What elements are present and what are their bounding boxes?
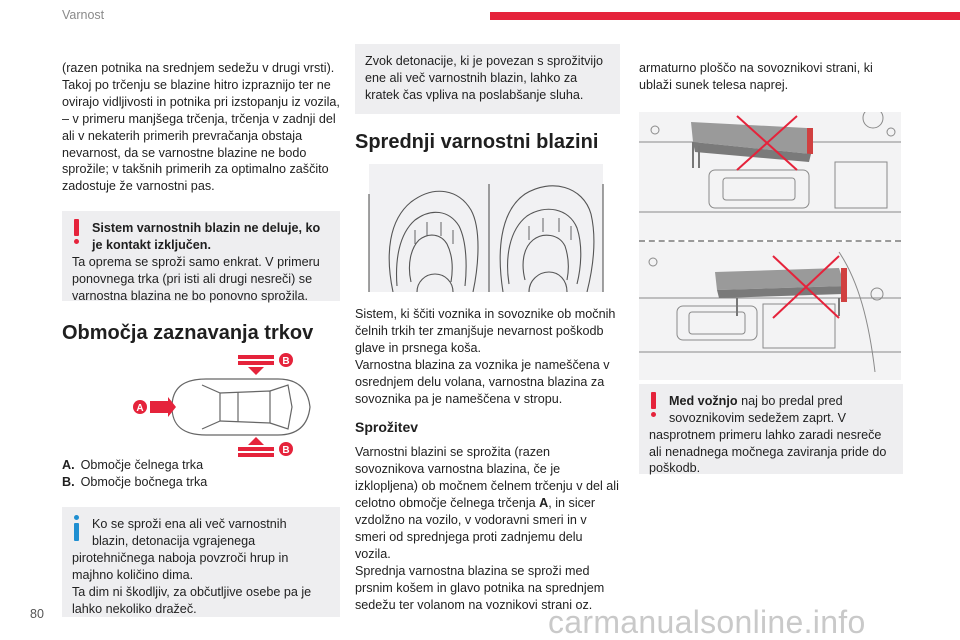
side-impact-arrow-bottom	[238, 437, 274, 457]
glovebox-open-figure-upper	[639, 112, 901, 240]
section-title-detection-zones: Območja zaznavanja trkov	[62, 322, 314, 345]
info-text: pirotehničnega naboja povzroči hrup in majhno količino dima. Ta dim ni škodljiv, za občutljive osebe pa je lahko nekoliko dražeč.	[72, 550, 312, 616]
zone-a-reference: A	[539, 496, 549, 511]
glovebox-warning-line-2: sovoznikovim sedežem zaprt. V	[669, 410, 847, 425]
car-top-view-icon	[172, 379, 310, 435]
warning-bold-text: Sistem varnostnih blazin ne deluje, ko je kontakt izključen.	[92, 221, 321, 253]
sound-note-text: Zvok detonacije, ki je povezan s sprožitvijo ene ali več varnostnih blazin, lahko za kratek čas vpliva na poslabšanje sluha.	[365, 54, 603, 102]
deployment-text-start: Varnostni blazini se sprožita (razen sovoznikova varnostna blazina, če je izklopljena) ob močnem čelnem trčenju v del ali celotno območje čelnega trčenja	[355, 445, 619, 511]
info-line-2: blazin, detonacija vgrajenega	[92, 533, 256, 548]
zone-b-bottom-label: B	[282, 445, 290, 457]
legend	[62, 457, 340, 491]
legend-key: B.	[62, 475, 75, 490]
info-note	[62, 507, 340, 617]
subsection-title-deployment: Sprožitev	[355, 419, 419, 436]
glovebox-warning-note	[639, 384, 903, 474]
column-left	[62, 60, 340, 617]
header-title: Varnost	[62, 8, 105, 22]
continuation-paragraph: armaturno ploščo na sovoznikovi strani, ki ublaži sunek telesa naprej.	[639, 61, 873, 92]
collision-zones-figure	[120, 353, 320, 457]
section-title-front-airbags: Sprednji varnostni blazini	[355, 131, 599, 153]
deployment-text-end: , in sicer vzdolžno na vozilo, v vodoravni smeri in v smeri od sprednjega proti zadnjemu delu vozila. Sprednja varnostna blazina se sproži med prsnim košem in glavo potnika na sprednjem sedežu ter volanom na voznikovi strani oz.	[355, 496, 605, 612]
legend-text: Območje čelnega trka	[80, 458, 204, 473]
legend-item	[62, 457, 340, 474]
glovebox-open-figure-lower	[639, 242, 901, 380]
zone-b-top-label: B	[282, 356, 290, 368]
warning-icon	[72, 219, 82, 245]
watermark: carmanualsonline.info	[548, 604, 866, 640]
front-airbags-paragraph: Sistem, ki ščiti voznika in sovoznike ob močnih čelnih trkih ter zmanjšuje nevarnost poškodb glave in prsnega koša. Varnostna blazina za voznika je nameščena v osrednjem delu volana, varnostna blazina za sovoznika pa je nameščena v stropu.	[355, 307, 616, 406]
warning-text: Ta oprema se sproži samo enkrat. V primeru ponovnega trka (pri isti ali drugi nesreči) se varnostna blazina ne bo ponovno sprožila.	[72, 255, 320, 303]
front-airbags-figure	[355, 164, 617, 292]
glovebox-warning-text-a: naj bo predal pred	[737, 393, 843, 408]
glovebox-warning-line-1	[649, 393, 893, 410]
glovebox-warning-bold: Med vožnjo	[669, 393, 738, 408]
warning-icon	[649, 392, 659, 418]
page-number: 80	[30, 607, 44, 621]
column-right	[639, 60, 903, 474]
intro-paragraph: (razen potnika na srednjem sedežu v drugi vrsti). Takoj po trčenju se blazine hitro izpraznijo ter ne ovirajo vidljivosti in potnika pri izstopanju iz vozila, – v primeru manjšega trčenja, trčenja v zadnji del ali v nekaterih primerih prevračanja obstaja nevarnost, da se varnostne blazine ne bodo sprožile; v takšnih primerih za optimalno zaščito zadostuje že varnostni pas.	[62, 61, 340, 194]
legend-item	[62, 474, 340, 491]
column-middle	[355, 44, 620, 613]
zone-a-label: A	[136, 403, 144, 415]
legend-key: A.	[62, 458, 75, 473]
warning-note	[62, 211, 340, 301]
glovebox-warning-text: nasprotnem primeru lahko zaradi nesreče ali nenadnega močnega zaviranja pride do poškodb.	[649, 427, 887, 476]
deployment-paragraph	[355, 444, 620, 613]
info-icon	[72, 515, 82, 541]
side-impact-arrow-top	[238, 355, 274, 375]
legend-text: Območje bočnega trka	[80, 475, 208, 490]
header-accent-bar	[490, 12, 960, 20]
info-line-1: Ko se sproži ena ali več varnostnih	[92, 517, 287, 532]
sound-note	[355, 44, 620, 114]
